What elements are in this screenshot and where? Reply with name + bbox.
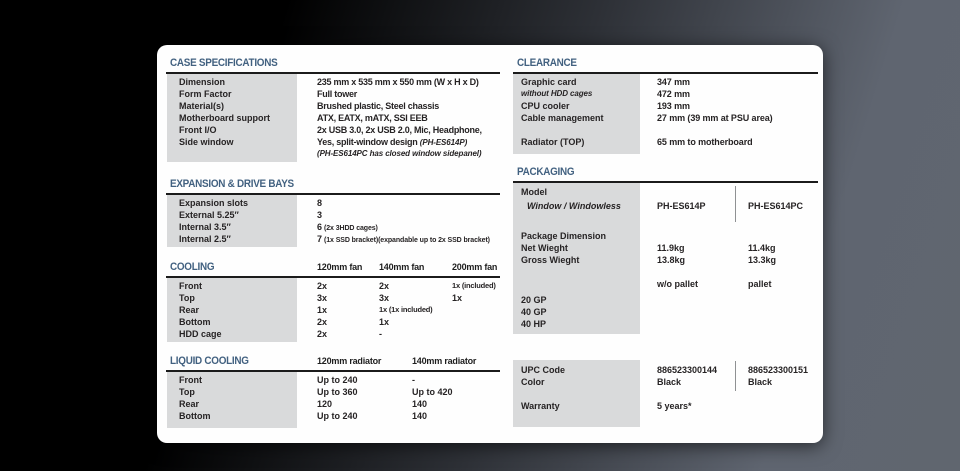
- column-header-120mm-radiator: 120mm radiator: [317, 356, 382, 366]
- spec-label: Graphic card: [521, 77, 577, 87]
- section-cooling: [166, 261, 500, 347]
- section-title-case-specifications: CASE SPECIFICATIONS: [170, 57, 278, 69]
- spec-row-form-factor: [166, 88, 500, 100]
- spec-value-text: 7: [317, 234, 322, 244]
- spec-label: CPU cooler: [521, 101, 570, 111]
- spec-value-text: 6: [317, 222, 322, 232]
- cell-color-a: Black: [657, 377, 682, 387]
- cell-model-a: 11.9kg: [657, 243, 685, 253]
- column-header-140mm-radiator: 140mm radiator: [412, 356, 477, 366]
- spec-value: 8: [317, 198, 322, 208]
- spec-label: Warranty: [521, 401, 560, 411]
- packaging-row-40hp: [513, 318, 818, 330]
- spec-value: 2x USB 3.0, 2x USB 2.0, Mic, Headphone,: [317, 125, 482, 135]
- spec-row-motherboard-support: [166, 112, 500, 124]
- cell-pallet-b: pallet: [748, 279, 772, 289]
- spec-label: Model: [521, 187, 547, 197]
- spec-label: Package Dimension: [521, 231, 607, 241]
- spec-label: Net Wieght: [521, 243, 568, 253]
- spec-value: Brushed plastic, Steel chassis: [317, 101, 440, 111]
- spec-row-internal-35: [166, 221, 500, 233]
- cell-120mm: 2x: [317, 329, 328, 339]
- section-title-clearance: CLEARANCE: [517, 57, 577, 69]
- cell-model-a: 13.8kg: [657, 255, 686, 265]
- cooling-row-rear: [166, 304, 500, 316]
- cell-pallet-a: w/o pallet: [657, 279, 699, 289]
- spec-label: Material(s): [179, 101, 225, 111]
- cell-120mm-radiator: Up to 240: [317, 411, 358, 421]
- model-name-windowless: PH-ES614PC: [748, 201, 804, 211]
- cooling-row-top: [166, 292, 500, 304]
- section-divider: [166, 193, 500, 195]
- section-case-specifications: [166, 57, 500, 169]
- cell-120mm: 1x: [317, 305, 328, 315]
- spec-label: Dimension: [179, 77, 226, 87]
- spec-label: Front: [179, 281, 202, 291]
- upc-row-color: [513, 376, 818, 388]
- column-header-140mm-fan: 140mm fan: [379, 262, 425, 272]
- cell-120mm-radiator: Up to 240: [317, 375, 358, 385]
- section-title-cooling: COOLING: [170, 261, 215, 273]
- spec-value: Full tower: [317, 89, 357, 99]
- section-divider: [513, 72, 818, 74]
- spec-label: Front I/O: [179, 125, 217, 135]
- spec-label: 20 GP: [521, 295, 547, 305]
- liquid-row-top: [166, 386, 500, 398]
- clearance-row-cable-management: [513, 112, 818, 124]
- cell-120mm-radiator: Up to 360: [317, 387, 358, 397]
- clearance-row-graphic-card: [513, 76, 818, 88]
- cell-140mm: 2x: [379, 281, 390, 291]
- spec-row-internal-25: [166, 233, 500, 245]
- packaging-row-model: [513, 186, 818, 198]
- spec-label: Expansion slots: [179, 198, 249, 208]
- spec-row-external-525: [166, 209, 500, 221]
- cell-120mm-radiator: 120: [317, 399, 333, 409]
- spec-value-note: (2x 3HDD cages): [324, 225, 378, 232]
- spec-sublabel: Window / Windowless: [527, 201, 621, 211]
- cell-140mm: -: [379, 329, 382, 339]
- spec-label: Top: [179, 387, 195, 397]
- section-divider: [166, 72, 500, 74]
- spec-label: Form Factor: [179, 89, 232, 99]
- cell-140mm-radiator: Up to 420: [412, 387, 453, 397]
- packaging-row-window-windowless: [513, 200, 818, 212]
- section-divider: [513, 181, 818, 183]
- spec-label: without HDD cages: [521, 89, 593, 98]
- cell-model-b: 13.3kg: [748, 255, 777, 265]
- spec-value: ATX, EATX, mATX, SSI EEB: [317, 113, 428, 123]
- cell-upc-b: 886523300151: [748, 365, 809, 375]
- spec-row-side-window: [166, 136, 500, 148]
- packaging-row-package-dimension: [513, 230, 818, 242]
- cell-120mm: 3x: [317, 293, 328, 303]
- clearance-row-cpu-cooler: [513, 100, 818, 112]
- section-title-expansion: EXPANSION & DRIVE BAYS: [170, 178, 294, 190]
- section-liquid-cooling: [166, 355, 500, 431]
- spec-row-materials: [166, 100, 500, 112]
- section-packaging: [513, 166, 818, 336]
- packaging-row-40gp: [513, 306, 818, 318]
- liquid-row-front: [166, 374, 500, 386]
- cell-200mm: 1x (included): [452, 281, 496, 290]
- spec-sheet: [157, 45, 823, 443]
- spec-label: Cable management: [521, 113, 604, 123]
- spec-value: 193 mm: [657, 101, 690, 111]
- spec-row-expansion-slots: [166, 197, 500, 209]
- cell-140mm: 1x (1x included): [379, 305, 433, 314]
- spec-label: Bottom: [179, 317, 211, 327]
- packaging-row-pallet: [513, 278, 818, 290]
- liquid-row-rear: [166, 398, 500, 410]
- packaging-row-gross-weight: [513, 254, 818, 266]
- spec-label: UPC Code: [521, 365, 566, 375]
- cell-140mm: 3x: [379, 293, 390, 303]
- spec-row-front-io: [166, 124, 500, 136]
- clearance-row-radiator-top: [513, 136, 818, 148]
- spec-label: Internal 3.5″: [179, 222, 231, 232]
- spec-label: Rear: [179, 399, 200, 409]
- spec-label: 40 HP: [521, 319, 547, 329]
- spec-value: 235 mm x 535 mm x 550 mm (W x H x D): [317, 77, 479, 87]
- spec-label: Internal 2.5″: [179, 234, 231, 244]
- spec-label: Front: [179, 375, 202, 385]
- section-title-packaging: PACKAGING: [517, 166, 575, 178]
- spec-row-side-window-note: [166, 148, 500, 160]
- spec-label: External 5.25″: [179, 210, 239, 220]
- spec-label: 40 GP: [521, 307, 547, 317]
- cell-200mm: 1x: [452, 293, 463, 303]
- section-divider: [166, 276, 500, 278]
- section-divider: [166, 370, 500, 372]
- packaging-row-net-weight: [513, 242, 818, 254]
- spec-value: 347 mm: [657, 77, 690, 87]
- liquid-row-bottom: [166, 410, 500, 422]
- upc-row-warranty: [513, 400, 818, 412]
- packaging-row-20gp: [513, 294, 818, 306]
- spec-value: [317, 233, 490, 247]
- spec-label: HDD cage: [179, 329, 222, 339]
- spec-label: Gross Wieght: [521, 255, 580, 265]
- spec-value: 3: [317, 210, 322, 220]
- spec-label: Bottom: [179, 411, 211, 421]
- spec-label: Radiator (TOP): [521, 137, 585, 147]
- cell-warranty-value: 5 years*: [657, 401, 692, 411]
- upc-row-code: [513, 364, 818, 376]
- cell-140mm-radiator: 140: [412, 411, 428, 421]
- spec-value-text: Yes, split-window design: [317, 137, 418, 147]
- model-name-window: PH-ES614P: [657, 201, 706, 211]
- column-header-200mm-fan: 200mm fan: [452, 262, 498, 272]
- cell-120mm: 2x: [317, 317, 328, 327]
- spec-value-note: (1x SSD bracket)(expandable up to 2x SSD bracket): [324, 237, 490, 244]
- cell-color-b: Black: [748, 377, 773, 387]
- cell-model-b: 11.4kg: [748, 243, 776, 253]
- spec-label: Rear: [179, 305, 200, 315]
- cell-140mm-radiator: -: [412, 375, 415, 385]
- cooling-row-front: [166, 280, 500, 292]
- spec-value-note: (PH-ES614PC has closed window sidepanel): [317, 149, 482, 158]
- spec-label: Motherboard support: [179, 113, 270, 123]
- spec-label: Side window: [179, 137, 234, 147]
- section-clearance: [513, 57, 818, 157]
- spec-value: 65 mm to motherboard: [657, 137, 753, 147]
- cell-upc-a: 886523300144: [657, 365, 718, 375]
- cell-140mm: 1x: [379, 317, 390, 327]
- clearance-row-without-hdd-cages: [513, 88, 818, 100]
- section-upc-warranty: [513, 360, 818, 427]
- spec-value: 27 mm (39 mm at PSU area): [657, 113, 773, 123]
- cell-120mm: 2x: [317, 281, 328, 291]
- cooling-row-hdd-cage: [166, 328, 500, 340]
- column-header-120mm-fan: 120mm fan: [317, 262, 363, 272]
- spec-label: Color: [521, 377, 545, 387]
- cell-140mm-radiator: 140: [412, 399, 428, 409]
- spec-label: Top: [179, 293, 195, 303]
- spec-row-dimension: [166, 76, 500, 88]
- cooling-row-bottom: [166, 316, 500, 328]
- spec-value-model-note: (PH-ES614P): [419, 138, 468, 147]
- section-title-liquid-cooling: LIQUID COOLING: [170, 355, 249, 367]
- spec-value: 472 mm: [657, 89, 690, 99]
- section-expansion-drive-bays: [166, 178, 500, 252]
